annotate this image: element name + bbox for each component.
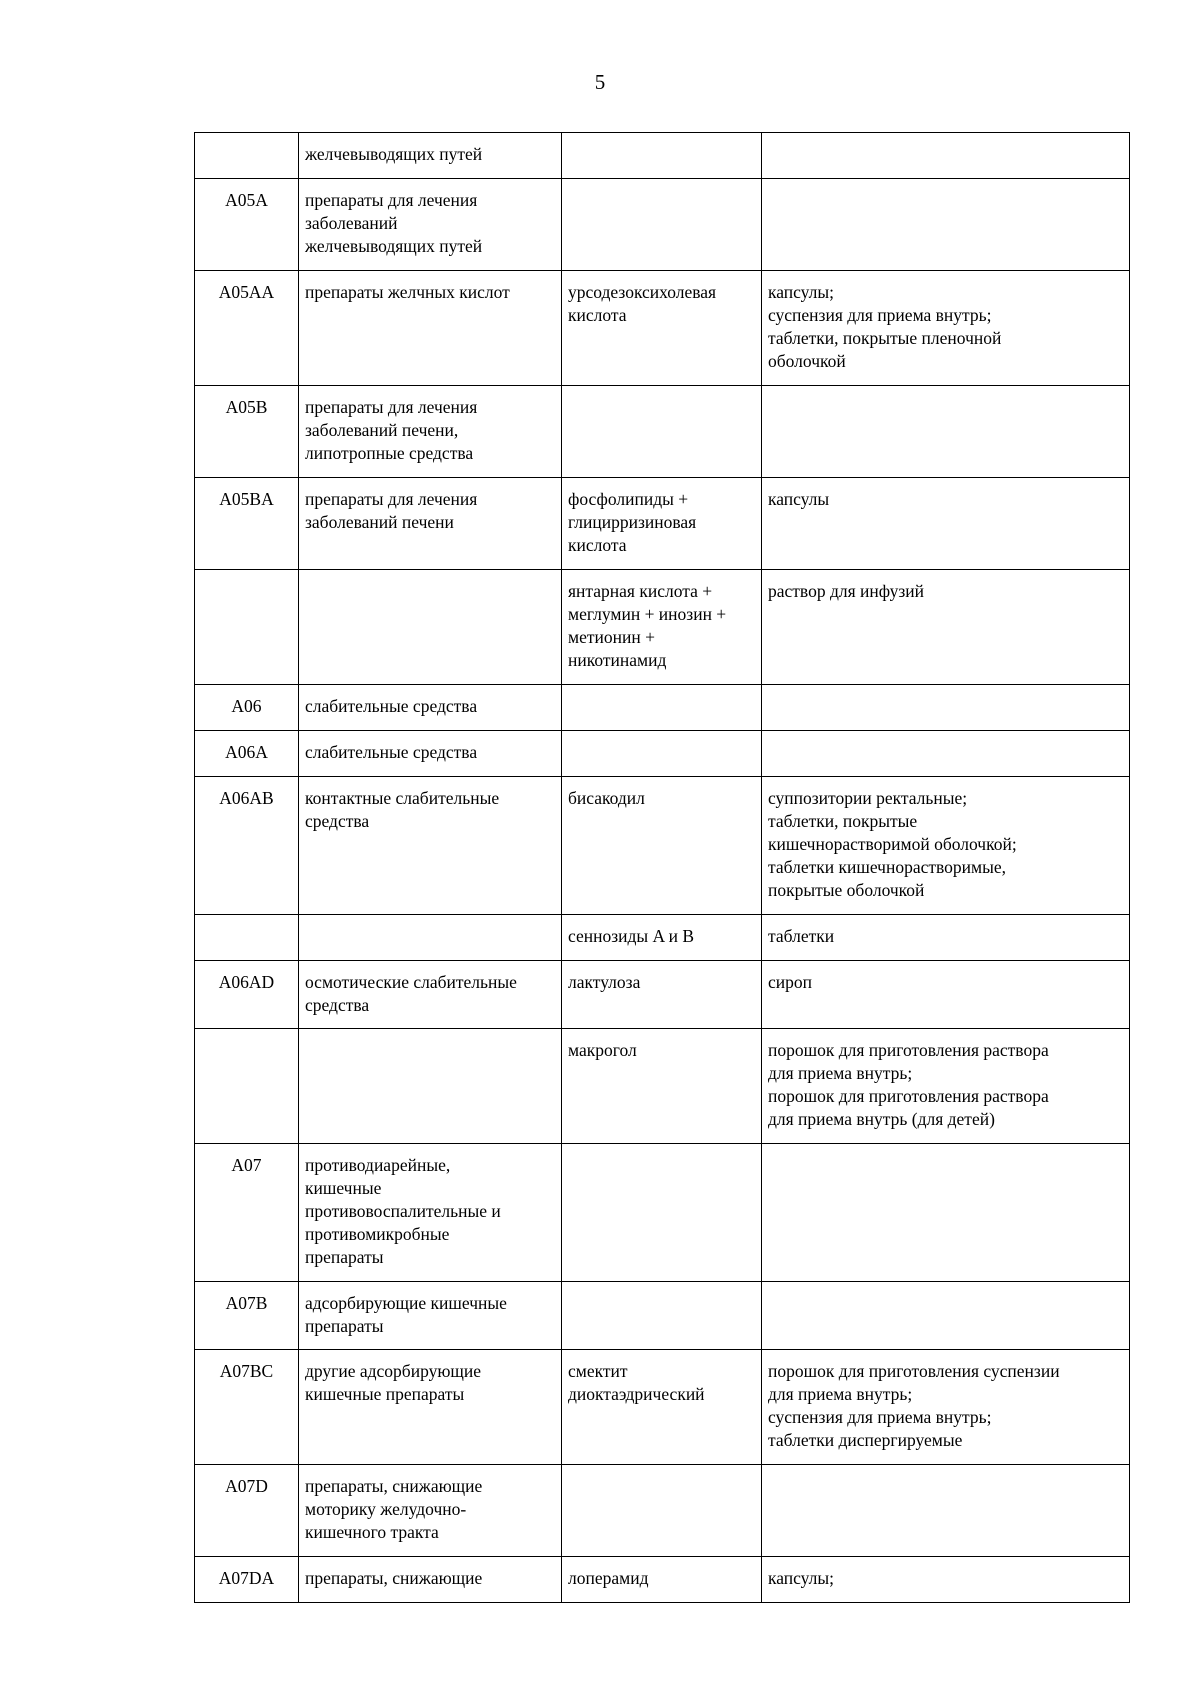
dosage-forms-cell xyxy=(762,271,1130,386)
group-name-cell xyxy=(299,1557,562,1603)
group-name-line: противомикробные xyxy=(305,1224,450,1244)
table-row xyxy=(195,1144,1130,1282)
group-name-line: препараты xyxy=(305,1316,384,1336)
atc-code-cell: A05AA xyxy=(195,271,299,386)
substance-cell xyxy=(562,1144,762,1282)
group-name-line: заболеваний xyxy=(305,213,398,233)
table-row xyxy=(195,271,1130,386)
group-name-cell xyxy=(299,731,562,777)
substance-line: диоктаэдрический xyxy=(568,1384,705,1404)
substance-line: смектит xyxy=(568,1361,628,1381)
atc-code-cell: A07DA xyxy=(195,1557,299,1603)
group-name-line: другие адсорбирующие xyxy=(305,1361,482,1381)
group-name-line: препараты желчных кислот xyxy=(305,282,510,302)
group-name-line: препараты, снижающие xyxy=(305,1568,483,1588)
group-name-line: препараты для лечения xyxy=(305,397,478,417)
atc-code-cell: A06 xyxy=(195,685,299,731)
dosage-forms-cell xyxy=(762,1029,1130,1144)
group-name-line: слабительные средства xyxy=(305,696,478,716)
group-name-line: противодиарейные, xyxy=(305,1155,451,1175)
page-number: 5 xyxy=(594,70,606,94)
group-name-line: препараты, снижающие xyxy=(305,1476,483,1496)
substance-cell xyxy=(562,777,762,915)
group-name-line: слабительные средства xyxy=(305,742,478,762)
substance-line: янтарная кислота + xyxy=(568,581,713,601)
dosage-forms-line: таблетки, покрытые xyxy=(768,811,918,831)
group-name-line: адсорбирующие кишечные xyxy=(305,1293,507,1313)
table-row xyxy=(195,133,1130,179)
dosage-forms-cell xyxy=(762,133,1130,179)
group-name-line: препараты для лечения xyxy=(305,489,478,509)
group-name-cell xyxy=(299,777,562,915)
dosage-forms-line: для приема внутрь; xyxy=(768,1063,913,1083)
dosage-forms-cell xyxy=(762,1465,1130,1557)
group-name-line: липотропные средства xyxy=(305,443,474,463)
group-name-line: заболеваний печени xyxy=(305,512,454,532)
table-row xyxy=(195,915,1130,961)
group-name-line: осмотические слабительные xyxy=(305,972,517,992)
dosage-forms-cell xyxy=(762,777,1130,915)
drug-classification-table xyxy=(194,132,1130,1603)
group-name-line: желчевыводящих путей xyxy=(305,236,483,256)
group-name-line: кишечного тракта xyxy=(305,1522,439,1542)
table-row xyxy=(195,1029,1130,1144)
atc-code-cell xyxy=(195,570,299,685)
table-row xyxy=(195,386,1130,478)
atc-code-cell: A06AB xyxy=(195,777,299,915)
substance-cell xyxy=(562,570,762,685)
dosage-forms-line: таблетки кишечнорастворимые, xyxy=(768,857,1006,877)
substance-line: глицирризиновая xyxy=(568,512,697,532)
dosage-forms-line: порошок для приготовления раствора xyxy=(768,1086,1049,1106)
dosage-forms-line: оболочкой xyxy=(768,351,846,371)
substance-line: кислота xyxy=(568,535,627,555)
atc-code-cell xyxy=(195,133,299,179)
table-row xyxy=(195,1282,1130,1350)
table-row xyxy=(195,478,1130,570)
substance-cell xyxy=(562,685,762,731)
group-name-cell xyxy=(299,915,562,961)
substance-cell xyxy=(562,961,762,1029)
dosage-forms-cell xyxy=(762,386,1130,478)
group-name-line: противовоспалительные и xyxy=(305,1201,501,1221)
dosage-forms-cell xyxy=(762,1350,1130,1465)
group-name-cell xyxy=(299,570,562,685)
dosage-forms-cell xyxy=(762,685,1130,731)
group-name-cell xyxy=(299,1465,562,1557)
substance-cell xyxy=(562,133,762,179)
atc-code-cell xyxy=(195,915,299,961)
atc-code-cell: A07D xyxy=(195,1465,299,1557)
substance-cell xyxy=(562,478,762,570)
dosage-forms-line: капсулы; xyxy=(768,1568,835,1588)
substance-cell xyxy=(562,1282,762,1350)
dosage-forms-line: суспензия для приема внутрь; xyxy=(768,305,992,325)
group-name-cell xyxy=(299,1282,562,1350)
dosage-forms-cell xyxy=(762,179,1130,271)
dosage-forms-cell xyxy=(762,570,1130,685)
dosage-forms-line: для приема внутрь (для детей) xyxy=(768,1109,995,1129)
substance-cell xyxy=(562,915,762,961)
dosage-forms-line: суппозитории ректальные; xyxy=(768,788,968,808)
substance-cell xyxy=(562,386,762,478)
dosage-forms-line: раствор для инфузий xyxy=(768,581,925,601)
group-name-cell xyxy=(299,961,562,1029)
dosage-forms-cell xyxy=(762,915,1130,961)
atc-code-cell: A05B xyxy=(195,386,299,478)
substance-line: кислота xyxy=(568,305,627,325)
table-row xyxy=(195,1557,1130,1603)
dosage-forms-line: капсулы; xyxy=(768,282,835,302)
substance-line: бисакодил xyxy=(568,788,645,808)
group-name-line: моторику желудочно- xyxy=(305,1499,467,1519)
group-name-line: желчевыводящих путей xyxy=(305,144,483,164)
substance-cell xyxy=(562,1465,762,1557)
group-name-cell xyxy=(299,1029,562,1144)
group-name-cell xyxy=(299,133,562,179)
group-name-cell xyxy=(299,685,562,731)
atc-code-cell: A07BC xyxy=(195,1350,299,1465)
atc-code-cell xyxy=(195,1029,299,1144)
table-body xyxy=(195,133,1130,1603)
dosage-forms-line: таблетки диспергируемые xyxy=(768,1430,963,1450)
atc-code-cell: A05A xyxy=(195,179,299,271)
group-name-line: средства xyxy=(305,995,370,1015)
group-name-line: средства xyxy=(305,811,370,831)
table-row xyxy=(195,1465,1130,1557)
substance-line: метионин + xyxy=(568,627,655,647)
dosage-forms-cell xyxy=(762,1282,1130,1350)
atc-code-cell: A07 xyxy=(195,1144,299,1282)
group-name-cell xyxy=(299,386,562,478)
dosage-forms-cell xyxy=(762,731,1130,777)
atc-code-cell: A05BA xyxy=(195,478,299,570)
substance-line: меглумин + инозин + xyxy=(568,604,727,624)
group-name-line: препараты xyxy=(305,1247,384,1267)
group-name-cell xyxy=(299,478,562,570)
substance-line: макрогол xyxy=(568,1040,637,1060)
dosage-forms-line: сироп xyxy=(768,972,812,992)
substance-line: сеннозиды A и B xyxy=(568,926,695,946)
table-row xyxy=(195,961,1130,1029)
table-row xyxy=(195,777,1130,915)
substance-cell xyxy=(562,179,762,271)
substance-line: фосфолипиды + xyxy=(568,489,689,509)
dosage-forms-line: порошок для приготовления суспензии xyxy=(768,1361,1060,1381)
dosage-forms-line: капсулы xyxy=(768,489,830,509)
group-name-cell xyxy=(299,1144,562,1282)
group-name-line: кишечные препараты xyxy=(305,1384,465,1404)
table-row xyxy=(195,179,1130,271)
dosage-forms-cell xyxy=(762,1144,1130,1282)
table-row xyxy=(195,1350,1130,1465)
substance-cell xyxy=(562,1350,762,1465)
substance-line: лактулоза xyxy=(568,972,641,992)
substance-cell xyxy=(562,1557,762,1603)
group-name-line: кишечные xyxy=(305,1178,382,1198)
substance-cell xyxy=(562,1029,762,1144)
table-row xyxy=(195,685,1130,731)
dosage-forms-cell xyxy=(762,1557,1130,1603)
substance-cell xyxy=(562,271,762,386)
dosage-forms-line: для приема внутрь; xyxy=(768,1384,913,1404)
substance-line: никотинамид xyxy=(568,650,667,670)
atc-code-cell: A07B xyxy=(195,1282,299,1350)
atc-code-cell: A06A xyxy=(195,731,299,777)
group-name-cell xyxy=(299,179,562,271)
dosage-forms-cell xyxy=(762,478,1130,570)
substance-line: урсодезоксихолевая xyxy=(568,282,717,302)
table-row xyxy=(195,731,1130,777)
group-name-cell xyxy=(299,271,562,386)
atc-code-cell: A06AD xyxy=(195,961,299,1029)
group-name-cell xyxy=(299,1350,562,1465)
dosage-forms-line: кишечнорастворимой оболочкой; xyxy=(768,834,1017,854)
dosage-forms-line: таблетки, покрытые пленочной xyxy=(768,328,1002,348)
dosage-forms-line: суспензия для приема внутрь; xyxy=(768,1407,992,1427)
group-name-line: контактные слабительные xyxy=(305,788,500,808)
substance-cell xyxy=(562,731,762,777)
dosage-forms-line: порошок для приготовления раствора xyxy=(768,1040,1049,1060)
dosage-forms-cell xyxy=(762,961,1130,1029)
group-name-line: заболеваний печени, xyxy=(305,420,459,440)
table-row xyxy=(195,570,1130,685)
dosage-forms-line: таблетки xyxy=(768,926,835,946)
substance-line: лоперамид xyxy=(568,1568,649,1588)
dosage-forms-line: покрытые оболочкой xyxy=(768,880,925,900)
group-name-line: препараты для лечения xyxy=(305,190,478,210)
